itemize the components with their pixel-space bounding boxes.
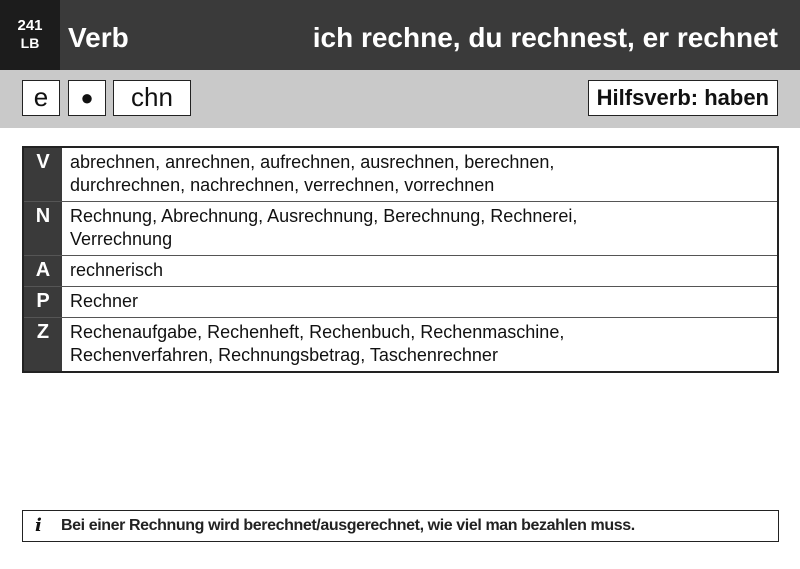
- header-bar: [0, 0, 800, 70]
- row-tag: P: [24, 287, 62, 317]
- row-line: Rechenverfahren, Rechnungsbetrag, Taschenrechner: [70, 345, 498, 365]
- word-class-label: Verb: [68, 22, 129, 53]
- row-line: abrechnen, anrechnen, aufrechnen, ausrechnen, berechnen,: [70, 152, 555, 172]
- row-content: [62, 202, 777, 255]
- row-line: Verrechnung: [70, 229, 173, 249]
- row-line: Rechnung, Abrechnung, Ausrechnung, Berechnung, Rechnerei,: [70, 206, 578, 226]
- table-row: [24, 255, 777, 286]
- row-tag: Z: [24, 318, 62, 371]
- syllable-box-2: ●: [68, 80, 106, 116]
- table-row: [24, 148, 777, 201]
- syllable-box-3: chn: [113, 80, 191, 116]
- row-line: rechnerisch: [70, 260, 164, 280]
- conjugation-text: ich rechne, du rechnest, er rechnet: [312, 22, 778, 53]
- word-family-table: [22, 146, 779, 373]
- entry-number: 241: [17, 17, 43, 34]
- row-line: Rechner: [70, 291, 139, 311]
- auxiliary-verb-box: Hilfsverb: haben: [588, 80, 778, 116]
- row-tag: A: [24, 256, 62, 286]
- info-note-text: Bei einer Rechnung wird berechnet/ausgerechnet, wie viel man bezahlen muss.: [61, 517, 635, 534]
- row-content: [62, 148, 777, 201]
- info-icon: i: [35, 515, 42, 536]
- entry-number-box: [0, 0, 60, 70]
- row-line: Rechenaufgabe, Rechenheft, Rechenbuch, Rechenmaschine,: [70, 322, 565, 342]
- row-content: [62, 256, 777, 286]
- row-tag: N: [24, 202, 62, 255]
- table-row: [24, 201, 777, 255]
- entry-code: LB: [20, 35, 40, 51]
- info-note: [22, 510, 779, 542]
- row-line: durchrechnen, nachrechnen, verrechnen, vorrechnen: [70, 175, 495, 195]
- table-row: [24, 317, 777, 371]
- syllable-box-1: e: [22, 80, 60, 116]
- row-content: [62, 287, 777, 317]
- table-row: [24, 286, 777, 317]
- row-content: [62, 318, 777, 371]
- row-tag: V: [24, 148, 62, 201]
